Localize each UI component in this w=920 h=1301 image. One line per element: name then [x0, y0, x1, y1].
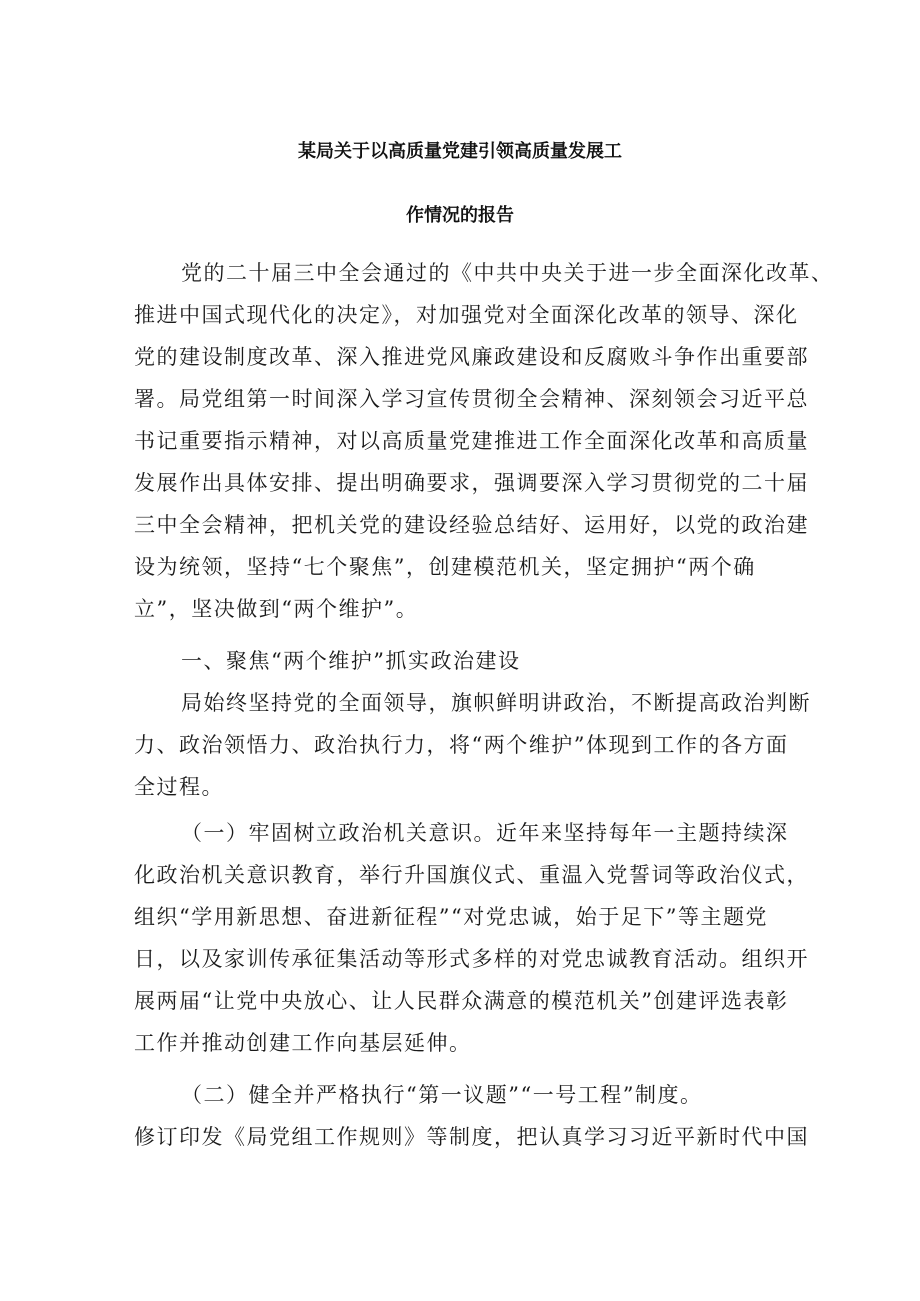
body-line: 推进中国式现代化的决定》，对加强党对全面深化改革的领导、深化 [134, 303, 799, 327]
body-line: 设为统领，坚持“七个聚焦”，创建模范机关，坚定拥护“两个确 [134, 555, 756, 579]
body-line: 组织“学用新思想、奋进新征程”“对党忠诚，始于足下”等主题党 [134, 905, 768, 929]
document-title-line-1: 某局关于以高质量党建引领高质量发展工 [298, 141, 622, 162]
body-line: 力、政治领悟力、政治执行力，将“两个维护”体现到工作的各方面 [134, 733, 789, 757]
body-line: 全过程。 [134, 775, 224, 799]
body-line: 党的二十届三中全会通过的《中共中央关于进一步全面深化改革、 [181, 261, 834, 285]
section-heading: 一、聚焦“两个维护”抓实政治建设 [181, 649, 521, 673]
body-line: 局始终坚持党的全面领导，旗帜鲜明讲政治，不断提高政治判断 [181, 691, 811, 715]
body-line: 展两届“让党中央放心、让人民群众满意的模范机关”创建评选表彰 [134, 989, 789, 1013]
body-line: 三中全会精神，把机关党的建设经验总结好、运用好，以党的政治建 [134, 513, 809, 537]
body-line: 书记重要指示精神，对以高质量党建推进工作全面深化改革和高质量 [134, 429, 809, 453]
body-line: 日，以及家训传承征集活动等形式多样的对党忠诚教育活动。组织开 [134, 947, 809, 971]
document-title-line-2: 作情况的报告 [406, 205, 514, 226]
body-line: 立”，坚决做到“两个维护”。 [134, 597, 419, 621]
body-line: 工作并推动创建工作向基层延伸。 [134, 1031, 472, 1055]
subsection-heading: （一）牢固树立政治机关意识。近年来坚持每年一主题持续深 [181, 821, 789, 845]
body-line: 发展作出具体安排、提出明确要求，强调要深入学习贯彻党的二十届 [134, 471, 809, 495]
body-line: 署。局党组第一时间深入学习宣传贯彻全会精神、深刻领会习近平总 [134, 387, 809, 411]
body-line: 化政治机关意识教育，举行升国旗仪式、重温入党誓词等政治仪式， [134, 863, 809, 887]
body-line: 修订印发《局党组工作规则》等制度，把认真学习习近平新时代中国 [134, 1125, 809, 1149]
body-line: 党的建设制度改革、深入推进党风廉政建设和反腐败斗争作出重要部 [134, 345, 809, 369]
subsection-heading: （二）健全并严格执行“第一议题”“一号工程”制度。 [181, 1083, 703, 1107]
